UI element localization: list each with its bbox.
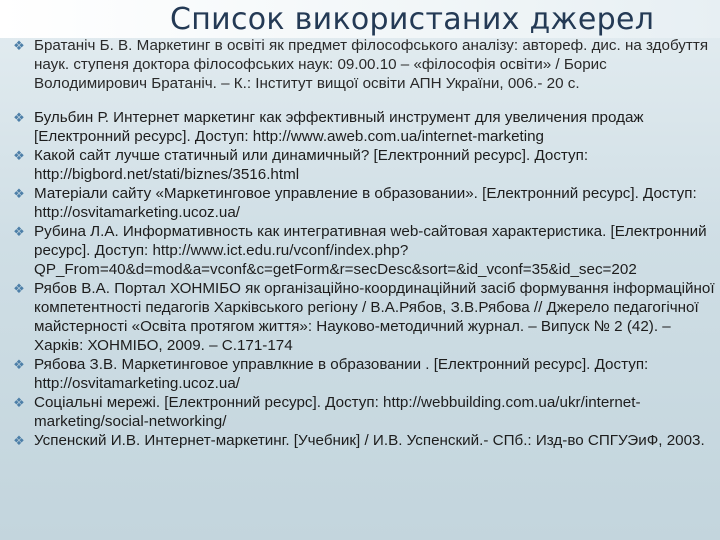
diamond-bullet-icon: ❖: [13, 433, 25, 448]
list-item: [12, 431, 716, 450]
reference-text: Какой сайт лучше статичный или динамичный? [Електронний ресурс]. Доступ: http://bigbord.net/stati/biznes/3516.html: [34, 147, 589, 183]
reference-text: Успенский И.В. Интернет-маркетинг. [Учебник] / И.В. Успенский.- СПб.: Изд-во СПГУЭиФ, 2003.: [34, 432, 705, 449]
reference-text: Матеріали сайту «Маркетинговое управление в образовании». [Електронний ресурс]. Доступ: http://osvitamarketing.ucoz.ua/: [34, 185, 697, 221]
list-item: [12, 36, 716, 96]
diamond-bullet-icon: ❖: [13, 281, 25, 296]
list-item: [12, 146, 716, 184]
list-item: [12, 222, 716, 279]
diamond-bullet-icon: ❖: [13, 186, 25, 201]
list-item: [12, 393, 716, 431]
diamond-bullet-icon: ❖: [13, 38, 25, 53]
list-item: [12, 184, 716, 222]
list-item: [12, 279, 716, 355]
reference-text: Бульбин Р. Интернет маркетинг как эффективный инструмент для увеличения продаж [Електронний ресурс]. Доступ: http://www.aweb.com.ua/internet-marketing: [34, 109, 644, 145]
reference-text: Рябов В.А. Портал ХОНМІБО як організаційно-координаційний засіб формування інформаційної компетентності педагогів Харківського регіону / В.А.Рябов, З.В.Рябова // Джерело педагогічної майстерності «Освіта протягом життя»: Науково-методичний журнал. – Випуск № 2 (42). – Харків: ХОНМІБО, 2009. – С.171-174: [34, 280, 715, 354]
slide-title: Список використаних джерел: [170, 2, 655, 37]
diamond-bullet-icon: ❖: [13, 110, 25, 125]
diamond-bullet-icon: ❖: [13, 148, 25, 163]
list-item: [12, 108, 716, 146]
diamond-bullet-icon: ❖: [13, 224, 25, 239]
reference-text: Братаніч Б. В. Маркетинг в освіті як предмет філософського аналізу: автореф. дис. на здобуття наук. ступеня доктора філософських наук: 09.00.10 – «філософія освіти» / Борис Володимирович Братаніч. – К.: Інститут вищої освіти АПН України, 006.- 20 с.: [34, 37, 709, 92]
diamond-bullet-icon: ❖: [13, 395, 25, 410]
reference-text: Рябова З.В. Маркетинговое управлкние в образовании . [Електронний ресурс]. Доступ: http://osvitamarketing.ucoz.ua/: [34, 356, 649, 392]
reference-text: Рубина Л.А. Информативность как интегративная web-сайтовая характеристика. [Електронний ресурс]. Доступ: http://www.ict.edu.ru/vconf/index.php?QP_From=40&d=mod&a=vconf&c=getForm&r=secDesc&sort=&id_vconf=35&id_sec=202: [34, 223, 707, 278]
list-item: [12, 355, 716, 393]
diamond-bullet-icon: ❖: [13, 357, 25, 372]
reference-list: [12, 36, 716, 450]
reference-text: Соціальні мережі. [Електронний ресурс]. Доступ: http://webbuilding.com.ua/ukr/internet-marketing/social-networking/: [34, 394, 641, 430]
